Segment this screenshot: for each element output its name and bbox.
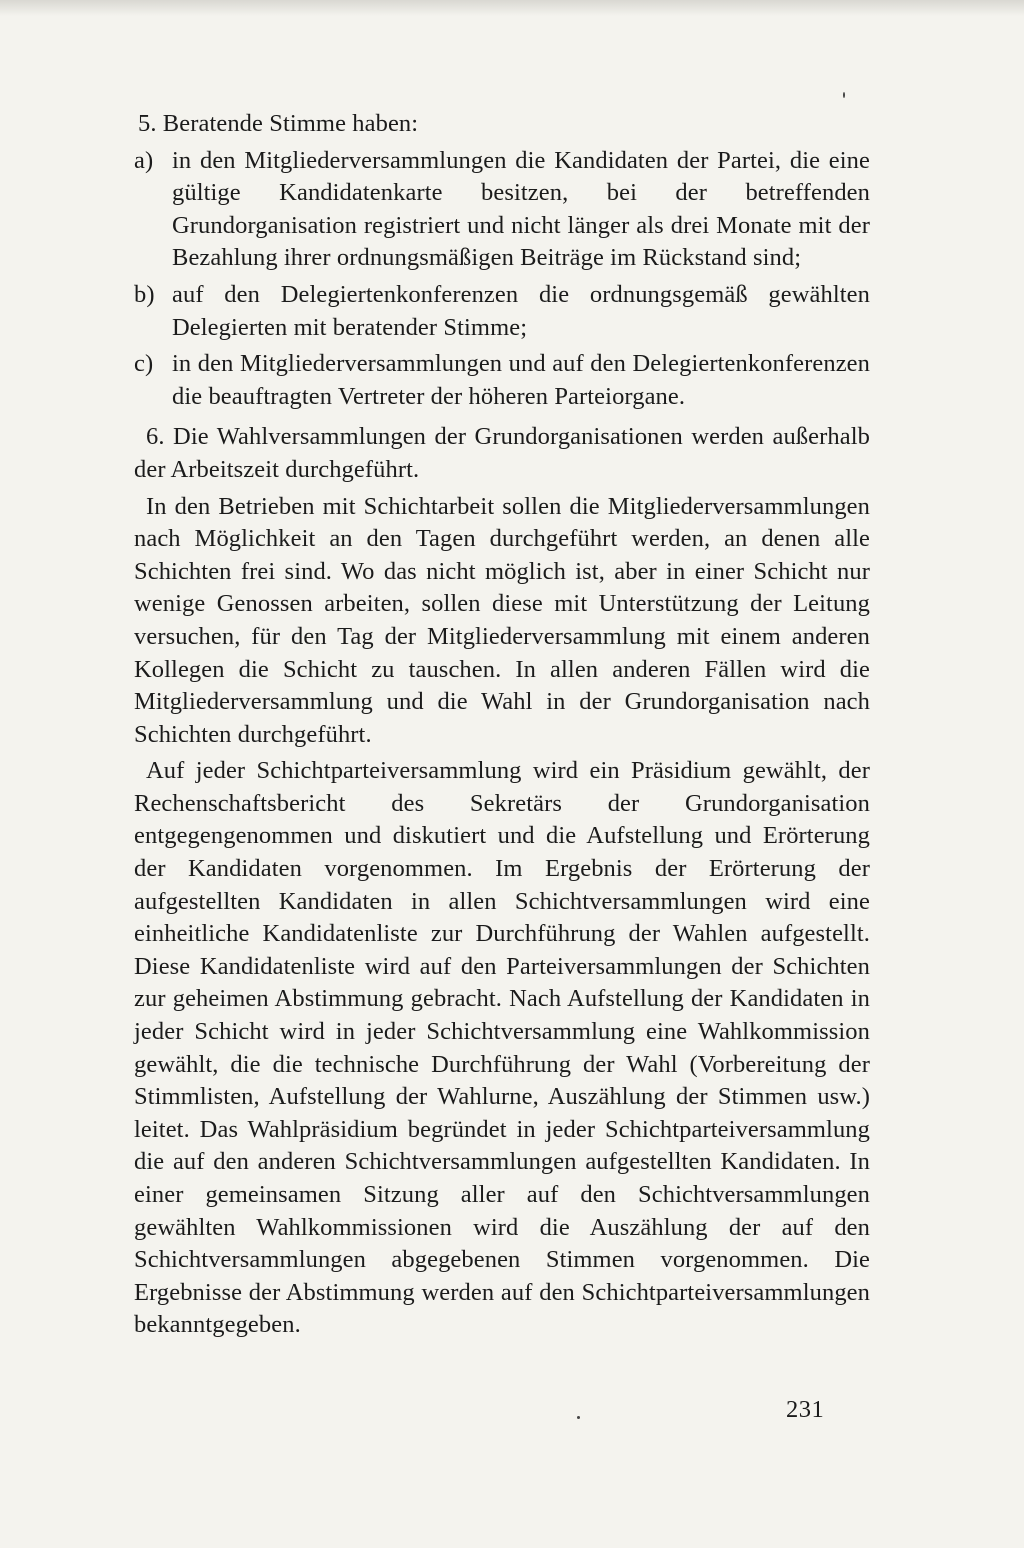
paragraph-shift-meetings: Auf jeder Schichtparteiversammlung wird ein Präsidium gewählt, der Rechenschaftsbericht des Sekretärs der Grundorganisation entgegengenommen und diskutiert und die Aufstellung und Erörterung der Kandidaten vorgenommen. Im Ergebnis der Erörterung der aufgestellten Kandidaten in allen Schichtversammlungen wird eine einheitliche Kandidatenliste zur Durchführung der Wahlen aufgestellt. Diese Kandidatenliste wird auf den Parteiversammlungen der Schichten zur geheimen Abstimmung gebracht. Nach Aufstellung der Kandidaten in jeder Schicht wird in jeder Schichtversammlung eine Wahlkommission gewählt, die die technische Durchführung der Wahl (Vorbereitung der Stimmlisten, Aufstellung der Wahlurne, Auszählung der Stimmen usw.) leitet. Das Wahlpräsidium begründet in jeder Schichtparteiversammlung die auf den anderen Schichtversammlungen aufgestellten Kandidaten. In einer gemeinsamen Sitzung aller auf den Schichtversammlungen gewählten Wahlkommissionen wird die Auszählung der auf den Schichtversammlungen abgegebenen Stimmen vorgenommen. Die Ergebnisse der Abstimmung werden auf den Schichtparteiversammlungen bekanntgegeben. — [134, 757, 870, 1339]
item-5-heading: 5. Beratende Stimme haben: — [138, 110, 419, 137]
list-item-a-text: in den Mitgliederversammlungen die Kandidaten der Partei, die eine gültige Kandidatenkarte besitzen, bei der betreffenden Grundorganisation registriert und nicht länger als drei Monate mit der Bezahlung ihrer ordnungsmäßigen Beiträge im Rückstand sind; — [172, 146, 870, 272]
list-marker-c: c) — [134, 350, 154, 378]
document-page — [134, 108, 870, 1342]
list-item-b — [134, 279, 870, 344]
list-marker-b: b) — [134, 280, 155, 308]
paragraph-shift-work: In den Betrieben mit Schichtarbeit sollen die Mitgliederversammlungen nach Möglichkeit an den Tagen durchgeführt werden, an denen alle Schichten frei sind. Wo das nicht möglich ist, aber in einer Schicht nur wenige Genossen arbeiten, sollen diese mit Unterstützung der Leitung versuchen, für den Tag der Mitgliederversammlung mit einem anderen Kollegen die Schicht zu tauschen. In allen anderen Fällen wird die Mitgliederversammlung und die Wahl in der Grundorganisation nach Schichten durchgeführt. — [134, 492, 870, 748]
list-item-c-text: in den Mitgliederversammlungen und auf den Delegiertenkonferenzen die beauftragten Vertreter der höheren Parteiorgane. — [172, 350, 870, 410]
scan-speck — [577, 1416, 580, 1419]
list-item-a — [134, 145, 870, 275]
scan-top-edge — [0, 0, 1024, 16]
list-marker-a: a) — [134, 146, 154, 174]
list-item-c — [134, 348, 870, 413]
scan-speck — [843, 92, 845, 98]
page-number: 231 — [786, 1396, 825, 1423]
item-6-text: 6. Die Wahlversammlungen der Grundorganisationen werden außerhalb der Arbeitszeit durchgeführt. — [134, 423, 870, 483]
list-item-b-text: auf den Delegiertenkonferenzen die ordnungsgemäß gewählten Delegierten mit beratender Stimme; — [172, 280, 870, 341]
